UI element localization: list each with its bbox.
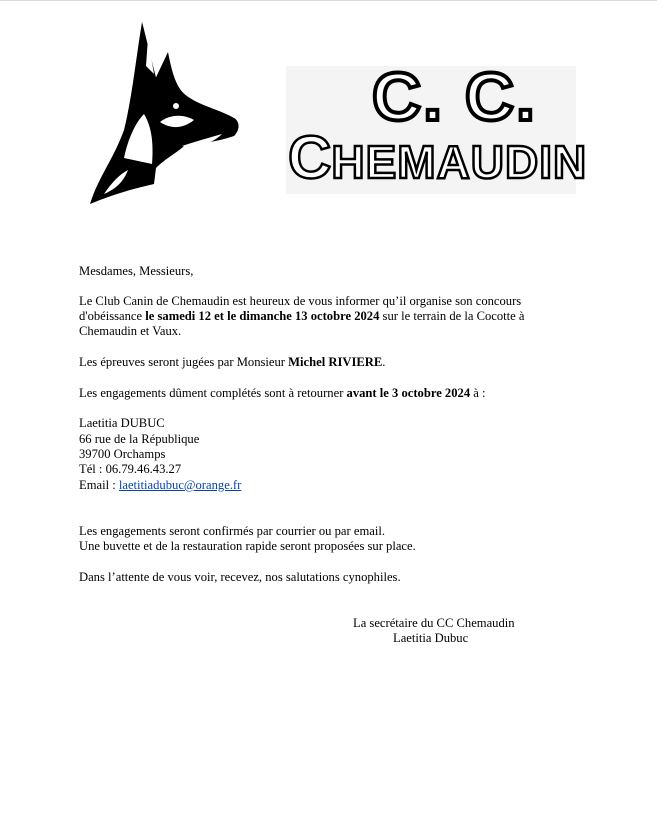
paragraph-4-line-1: Les engagements seront confirmés par courrier ou par email. [79, 524, 385, 538]
signature-title: La secrétaire du CC Chemaudin [353, 616, 515, 630]
club-logo-name-rest: HEMAUDIN [331, 136, 588, 188]
closing-paragraph: Dans l’attente de vous voir, recevez, nos salutations cynophiles. [79, 570, 401, 584]
paragraph-1-text: d'obéissance [79, 309, 146, 323]
contact-phone: Tél : 06.79.46.43.27 [79, 462, 182, 476]
salutation: Mesdames, Messieurs, [79, 264, 194, 278]
paragraph-3-end: à : [470, 386, 486, 400]
email-link[interactable]: laetitiadubuc@orange.fr [118, 478, 242, 492]
paragraph-2-text: Les épreuves seront jugées par Monsieur [79, 355, 289, 369]
contact-street: 66 rue de la République [79, 432, 200, 446]
judge-name: Michel RIVIERE [288, 355, 383, 369]
page-top-border [0, 0, 657, 1]
contact-name: Laetitia DUBUC [79, 416, 165, 430]
event-dates: le samedi 12 et le dimanche 13 octobre 2024 [145, 309, 380, 323]
paragraph-3 [79, 386, 486, 401]
signature-name: Laetitia Dubuc [393, 631, 469, 645]
contact-city: 39700 Orchamps [79, 447, 166, 461]
paragraph-1-text-end: sur le terrain de la Cocotte à [379, 309, 525, 323]
club-logo-name [288, 124, 588, 191]
contact-email-line [79, 478, 241, 493]
paragraph-1-line-1: Le Club Canin de Chemaudin est heureux de vous informer qu’il organise son concours [79, 294, 522, 308]
german-shepherd-logo-icon [84, 18, 242, 214]
email-label: Email : [79, 478, 119, 492]
paragraph-4-line-2: Une buvette et de la restauration rapide seront proposées sur place. [79, 539, 416, 553]
paragraph-1-line-2 [79, 309, 525, 324]
paragraph-1-line-3: Chemaudin et Vaux. [79, 324, 182, 338]
paragraph-2 [79, 355, 385, 370]
club-logo-name-initial: C [288, 124, 332, 191]
paragraph-2-end: . [382, 355, 386, 369]
club-logo-initials: C. C. [372, 59, 537, 135]
paragraph-3-text: Les engagements dûment complétés sont à retourner [79, 386, 347, 400]
deadline-date: avant le 3 octobre 2024 [346, 386, 471, 400]
